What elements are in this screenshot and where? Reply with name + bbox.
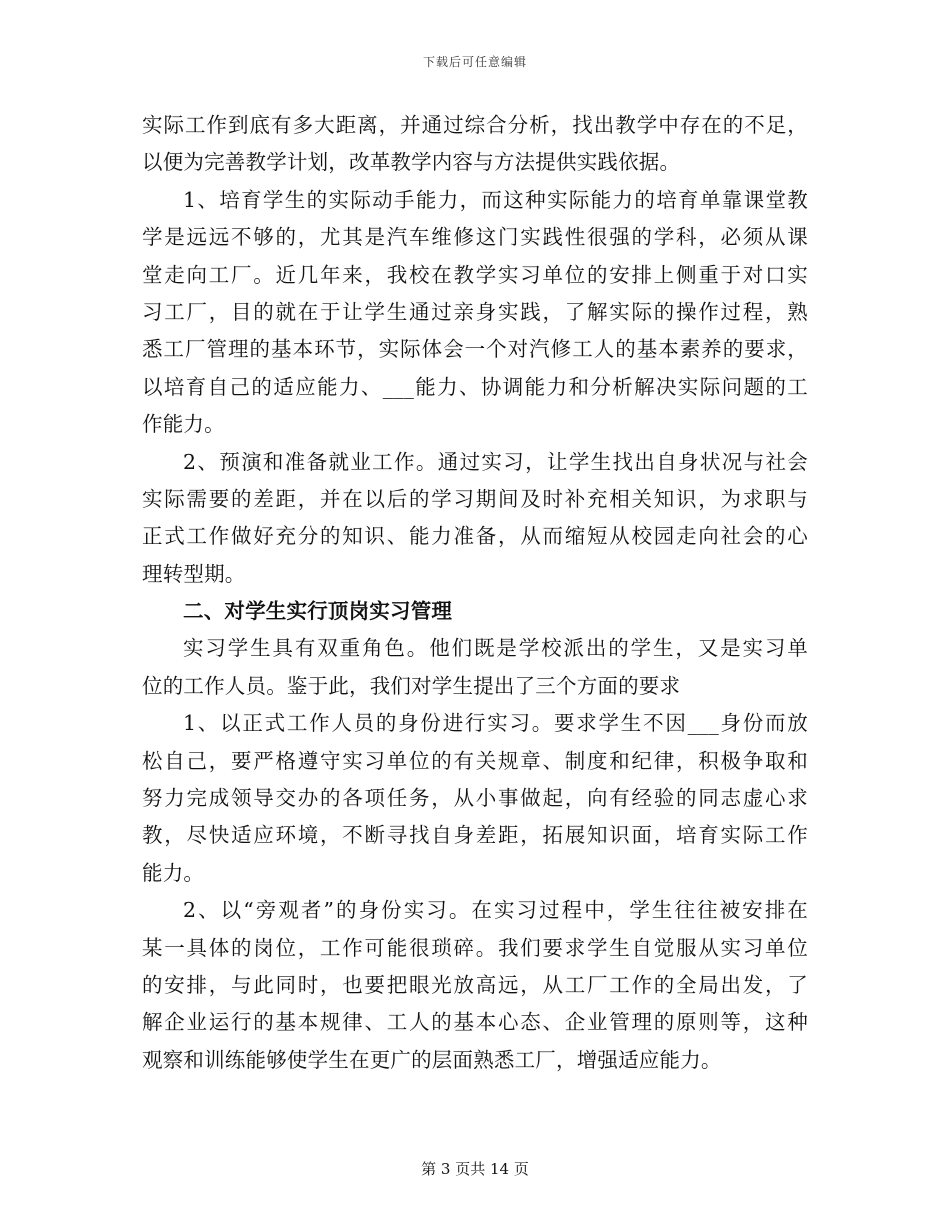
paragraph-line: 习工厂，目的就在于让学生通过亲身实践，了解实际的操作过程，熟 xyxy=(142,299,808,324)
paragraph-line: 实际工作到底有多大距离，并通过综合分析，找出教学中存在的不足， xyxy=(142,113,808,137)
document-body xyxy=(142,107,808,1079)
page-header: 下载后可任意编辑 xyxy=(422,55,527,69)
section-heading: 二、对学生实行顶岗实习管理 xyxy=(183,599,453,624)
paragraph-line: 正式工作做好充分的知识、能力准备，从而缩短从校园走向社会的心 xyxy=(142,524,808,549)
paragraph-line: 理转型期。 xyxy=(142,561,246,586)
paragraph-line: 解企业运行的基本规律、工人的基本心态、企业管理的原则等，这种 xyxy=(142,1010,808,1035)
paragraph-line: 努力完成领导交办的各项任务，从小事做起，向有经验的同志虚心求 xyxy=(142,786,808,811)
paragraph-line: 教，尽快适应环境，不断寻找自身差距，拓展知识面，培育实际工作 xyxy=(142,823,808,848)
paragraph-line: 2、以“旁观者”的身份实习。在实习过程中，学生往往被安排在 xyxy=(183,898,808,923)
paragraph-line: 的安排，与此同时，也要把眼光放高远，从工厂工作的全局出发，了 xyxy=(142,972,808,997)
page-footer: 第 3 页共 14 页 xyxy=(421,1160,529,1178)
paragraph-line: 能力。 xyxy=(142,860,205,885)
paragraph-line: 实习学生具有双重角色。他们既是学校派出的学生，又是实习单 xyxy=(183,636,808,661)
paragraph-line: 2、预演和准备就业工作。通过实习，让学生找出自身状况与社会 xyxy=(183,449,808,474)
paragraph-line: 1、以正式工作人员的身份进行实习。要求学生不因___身份而放 xyxy=(183,711,808,736)
paragraph-line: 松自己，要严格遵守实习单位的有关规章、制度和纪律，积极争取和 xyxy=(142,748,808,773)
paragraph-line: 某一具体的岗位，工作可能很琐碎。我们要求学生自觉服从实习单位 xyxy=(142,935,808,960)
paragraph-line: 1、培育学生的实际动手能力，而这种实际能力的培育单靠课堂教 xyxy=(183,187,808,212)
paragraph-line: 悉工厂管理的基本环节，实际体会一个对汽修工人的基本素养的要求， xyxy=(142,337,808,362)
paragraph-line: 观察和训练能够使学生在更广的层面熟悉工厂，增强适应能力。 xyxy=(142,1047,722,1072)
paragraph-line: 堂走向工厂。近几年来，我校在教学实习单位的安排上侧重于对口实 xyxy=(142,262,808,287)
paragraph-line: 以培育自己的适应能力、___能力、协调能力和分析解决实际问题的工 xyxy=(142,374,808,399)
paragraph-line: 以便为完善教学计划，改革教学内容与方法提供实践依据。 xyxy=(142,150,681,175)
paragraph-line: 实际需要的差距，并在以后的学习期间及时补充相关知识，为求职与 xyxy=(142,486,808,511)
paragraph-line: 位的工作人员。鉴于此，我们对学生提出了三个方面的要求 xyxy=(142,673,681,698)
paragraph-line: 学是远远不够的，尤其是汽车维修这门实践性很强的学科，必须从课 xyxy=(142,225,808,250)
paragraph-line: 作能力。 xyxy=(142,412,225,437)
